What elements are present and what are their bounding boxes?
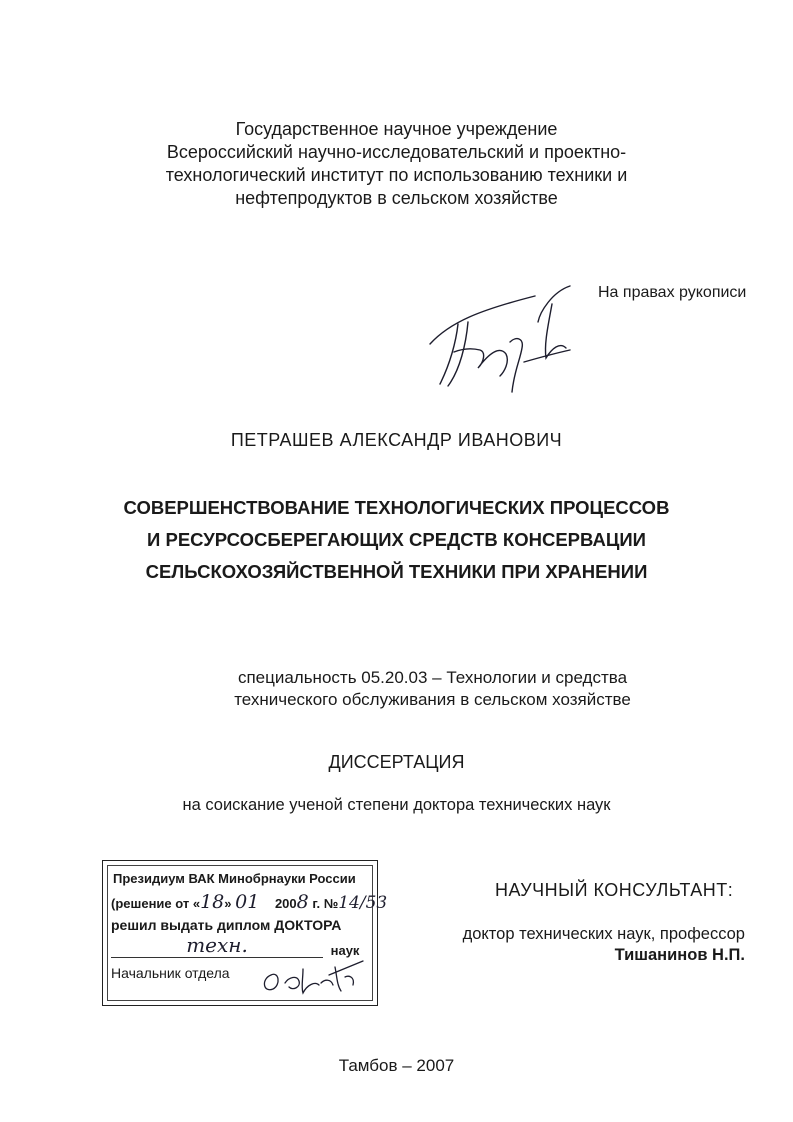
institution-line-3: технологический институт по использованию техники и — [165, 165, 628, 185]
stamp-decision-year-prefix: 200 — [274, 896, 297, 911]
stamp-sig-stroke-1 — [264, 974, 278, 989]
manuscript-note: На правах рукописи — [598, 284, 747, 301]
specialty — [150, 667, 715, 711]
author-name: ПЕТРАШЕВ АЛЕКСАНДР ИВАНОВИЧ — [230, 430, 563, 450]
signature-stroke-3 — [448, 322, 468, 386]
signature-stroke-1 — [430, 296, 535, 344]
stamp-decision-mid: » — [224, 896, 232, 911]
specialty-line-2: технического обслуживания в сельском хозяйстве — [234, 690, 631, 709]
stamp-decision-number: 14/53 — [338, 893, 388, 913]
institution-line-1: Государственное научное учреждение — [235, 119, 558, 139]
consultant-heading: НАУЧНЫЙ КОНСУЛЬТАНТ: — [495, 880, 734, 900]
stamp-field-line — [111, 933, 371, 958]
title-line-1: СОВЕРШЕНСТВОВАНИЕ ТЕХНОЛОГИЧЕСКИХ ПРОЦЕССОВ — [123, 497, 670, 518]
document-type: ДИССЕРТАЦИЯ — [328, 752, 465, 772]
stamp-field-suffix: наук — [330, 943, 360, 958]
stamp-line-3: решил выдать диплом ДОКТОРА — [111, 917, 342, 933]
stamp-chief-label: Начальник отдела — [111, 965, 230, 981]
consultant-degree: доктор технических наук, профессор — [462, 925, 745, 943]
signature-stroke-6 — [538, 286, 570, 358]
consultant-name: Тишанинов Н.П. — [614, 946, 745, 964]
stamp-decision-month: 01 — [235, 891, 260, 913]
stamp-line-1: Президиум ВАК Минобрнауки России — [113, 871, 356, 886]
stamp-decision-day: 18 — [200, 891, 225, 913]
stamp-sig-stroke-2 — [285, 969, 319, 993]
signature-stroke-5 — [510, 339, 522, 392]
stamp-field-blank — [111, 933, 323, 958]
institution-header — [0, 118, 793, 210]
stamp-decision-year-digit: 8 — [296, 891, 309, 913]
stamp-decision-num-prefix: г. № — [312, 896, 339, 911]
city-year: Тамбов – 2007 — [338, 1056, 455, 1075]
title-line-2: И РЕСУРСОСБЕРЕГАЮЩИХ СРЕДСТВ КОНСЕРВАЦИИ — [147, 529, 646, 550]
author-signature — [420, 282, 590, 407]
stamp-sig-stroke-3 — [321, 961, 363, 991]
specialty-line-1: специальность 05.20.03 – Технологии и средства — [237, 668, 628, 687]
signature-stroke-4 — [454, 349, 507, 376]
stamp-decision-line — [111, 891, 387, 913]
stamp-chief-signature — [259, 957, 369, 997]
institution-line-4: нефтепродуктов в сельском хозяйстве — [235, 188, 558, 208]
vak-stamp — [102, 860, 388, 1006]
dissertation-title — [0, 492, 793, 588]
stamp-sig-stroke-4 — [345, 976, 353, 985]
stamp-field-handwritten: техн. — [186, 933, 248, 957]
stamp-decision-prefix: (решение от « — [111, 896, 201, 911]
degree-text: на соискание ученой степени доктора технических наук — [182, 796, 611, 814]
title-line-3: СЕЛЬСКОХОЗЯЙСТВЕННОЙ ТЕХНИКИ ПРИ ХРАНЕНИИ — [145, 561, 648, 582]
signature-stroke-7 — [524, 350, 570, 362]
institution-line-2: Всероссийский научно-исследовательский и проектно- — [166, 142, 627, 162]
